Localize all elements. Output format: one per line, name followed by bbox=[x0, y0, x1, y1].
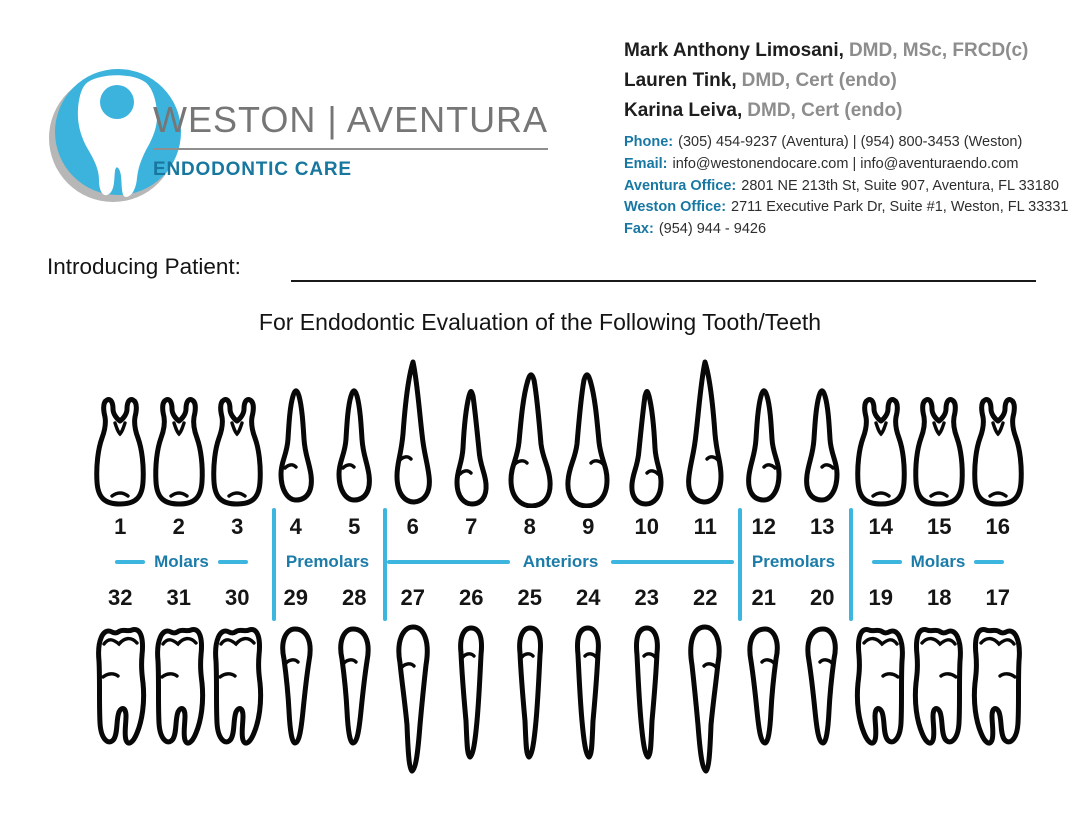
contact-value: (954) 944 - 9426 bbox=[658, 221, 767, 238]
tooth-17-illustration bbox=[969, 619, 1028, 749]
tooth-9-illustration bbox=[559, 370, 618, 508]
contact-label: Email: bbox=[624, 155, 668, 172]
tooth-4-illustration bbox=[267, 384, 326, 508]
tooth-number-10: 10 bbox=[634, 514, 659, 539]
contact-label: Aventura Office: bbox=[624, 177, 737, 194]
contact-label: Weston Office: bbox=[624, 199, 727, 216]
contact-line bbox=[624, 132, 1069, 154]
doctor-line bbox=[624, 96, 1028, 126]
tooth-10-illustration bbox=[618, 386, 677, 508]
tooth-12-illustration bbox=[735, 384, 794, 508]
tooth-number-2: 2 bbox=[172, 514, 185, 539]
tooth-14-illustration bbox=[852, 392, 911, 508]
tooth-18-illustration bbox=[910, 619, 969, 749]
contact-value: info@westonendocare.com | info@aventuraendo.com bbox=[672, 155, 1019, 172]
tooth-number-17: 17 bbox=[985, 585, 1010, 610]
tooth-21-illustration bbox=[735, 619, 794, 747]
contact-info-list bbox=[624, 132, 1069, 241]
contact-line bbox=[624, 197, 1069, 219]
tooth-16-illustration bbox=[969, 392, 1028, 508]
tooth-22-illustration bbox=[676, 619, 735, 775]
section-label: Premolars bbox=[751, 551, 836, 571]
section-label: Premolars bbox=[285, 551, 370, 571]
tooth-number-8: 8 bbox=[523, 514, 536, 539]
contact-label: Fax: bbox=[624, 221, 654, 238]
doctor-line bbox=[624, 66, 1028, 96]
doctor-line bbox=[624, 36, 1028, 66]
tooth-24-illustration bbox=[559, 619, 618, 761]
contact-value: 2801 NE 213th St, Suite 907, Aventura, FL 33180 bbox=[741, 177, 1059, 194]
tooth-13-illustration bbox=[793, 384, 852, 508]
contact-line bbox=[624, 154, 1069, 176]
tooth-32-illustration bbox=[91, 619, 150, 749]
upper-tooth-numbers-row bbox=[91, 508, 1027, 544]
section-accent-line bbox=[387, 560, 510, 564]
tooth-number-6: 6 bbox=[406, 514, 419, 539]
tooth-number-23: 23 bbox=[634, 585, 659, 610]
practice-wordmark: WESTON | AVENTURA bbox=[153, 99, 548, 150]
tooth-number-15: 15 bbox=[927, 514, 952, 539]
contact-line bbox=[624, 219, 1069, 241]
section-label: Anteriors bbox=[522, 551, 599, 571]
tooth-number-21: 21 bbox=[751, 585, 776, 610]
doctor-name: Mark Anthony Limosani, bbox=[624, 40, 844, 61]
tooth-5-illustration bbox=[325, 384, 384, 508]
dental-chart bbox=[91, 356, 1027, 806]
tooth-number-31: 31 bbox=[166, 585, 191, 610]
practice-wordmark-block bbox=[153, 99, 548, 181]
doctor-name: Karina Leiva, bbox=[624, 100, 743, 121]
section-accent-line bbox=[115, 560, 145, 564]
tooth-number-9: 9 bbox=[582, 514, 595, 539]
tooth-number-28: 28 bbox=[342, 585, 367, 610]
tooth-number-3: 3 bbox=[231, 514, 244, 539]
tooth-number-11: 11 bbox=[693, 514, 717, 539]
tooth-2-illustration bbox=[150, 392, 209, 508]
tooth-number-12: 12 bbox=[751, 514, 776, 539]
tooth-23-illustration bbox=[618, 619, 677, 761]
contact-value: (305) 454-9237 (Aventura) | (954) 800-3453 (Weston) bbox=[678, 134, 1023, 150]
tooth-number-30: 30 bbox=[225, 585, 250, 610]
section-accent-line bbox=[872, 560, 902, 564]
section-divider-line bbox=[383, 508, 387, 621]
tooth-number-29: 29 bbox=[283, 585, 308, 610]
chart-title: For Endodontic Evaluation of the Following Tooth/Teeth bbox=[258, 309, 822, 335]
tooth-section-premolars bbox=[738, 544, 849, 579]
tooth-number-24: 24 bbox=[576, 585, 601, 610]
tooth-number-32: 32 bbox=[108, 585, 133, 610]
tooth-number-22: 22 bbox=[693, 585, 718, 610]
tooth-section-molars bbox=[849, 544, 1027, 579]
practice-tagline: ENDODONTIC CARE bbox=[153, 159, 352, 180]
section-divider-line bbox=[849, 508, 853, 621]
tooth-section-premolars bbox=[272, 544, 383, 579]
tooth-number-26: 26 bbox=[459, 585, 484, 610]
tooth-11-illustration bbox=[676, 358, 735, 508]
section-accent-line bbox=[974, 560, 1004, 564]
tooth-7-illustration bbox=[442, 386, 501, 508]
section-accent-line bbox=[218, 560, 248, 564]
tooth-number-25: 25 bbox=[517, 585, 542, 610]
contact-value: 2711 Executive Park Dr, Suite #1, Weston, FL 33331 bbox=[731, 199, 1069, 216]
tooth-number-16: 16 bbox=[985, 514, 1010, 539]
doctor-credentials: DMD, MSc, FRCD(c) bbox=[848, 40, 1029, 61]
tooth-30-illustration bbox=[208, 619, 267, 749]
tooth-number-27: 27 bbox=[400, 585, 425, 610]
tooth-number-18: 18 bbox=[927, 585, 952, 610]
tooth-1-illustration bbox=[91, 392, 150, 508]
section-accent-line bbox=[611, 560, 734, 564]
tooth-number-14: 14 bbox=[868, 514, 893, 539]
section-divider-line bbox=[738, 508, 742, 621]
tooth-19-illustration bbox=[852, 619, 911, 749]
tooth-26-illustration bbox=[442, 619, 501, 761]
tooth-section-anteriors bbox=[383, 544, 738, 579]
section-label: Molars bbox=[910, 551, 966, 571]
tooth-number-20: 20 bbox=[810, 585, 835, 610]
tooth-20-illustration bbox=[793, 619, 852, 747]
contact-line bbox=[624, 176, 1069, 198]
doctor-credentials: DMD, Cert (endo) bbox=[741, 70, 897, 91]
tooth-number-4: 4 bbox=[289, 514, 302, 539]
doctor-credentials: DMD, Cert (endo) bbox=[747, 100, 903, 121]
doctor-name: Lauren Tink, bbox=[624, 70, 737, 91]
tooth-28-illustration bbox=[325, 619, 384, 747]
tooth-15-illustration bbox=[910, 392, 969, 508]
section-label: Molars bbox=[154, 551, 209, 571]
tooth-27-illustration bbox=[384, 619, 443, 775]
doctors-list bbox=[624, 36, 1028, 126]
tooth-6-illustration bbox=[384, 358, 443, 508]
section-divider-line bbox=[272, 508, 276, 621]
tooth-section-molars bbox=[91, 544, 272, 579]
tooth-3-illustration bbox=[208, 392, 267, 508]
tooth-number-7: 7 bbox=[465, 514, 478, 539]
tooth-29-illustration bbox=[267, 619, 326, 747]
tooth-section-labels-row bbox=[91, 544, 1027, 579]
lower-tooth-numbers-row bbox=[91, 579, 1027, 617]
tooth-number-1: 1 bbox=[114, 514, 127, 539]
contact-label: Phone: bbox=[624, 134, 674, 150]
tooth-25-illustration bbox=[501, 619, 560, 761]
tooth-number-19: 19 bbox=[868, 585, 893, 610]
patient-name-blank-line bbox=[291, 250, 1036, 282]
introducing-patient-label: Introducing Patient: bbox=[47, 254, 241, 279]
tooth-31-illustration bbox=[150, 619, 209, 749]
lower-teeth-row bbox=[91, 619, 1027, 795]
tooth-number-5: 5 bbox=[348, 514, 361, 539]
upper-teeth-row bbox=[91, 356, 1027, 508]
tooth-number-13: 13 bbox=[810, 514, 835, 539]
tooth-8-illustration bbox=[501, 370, 560, 508]
